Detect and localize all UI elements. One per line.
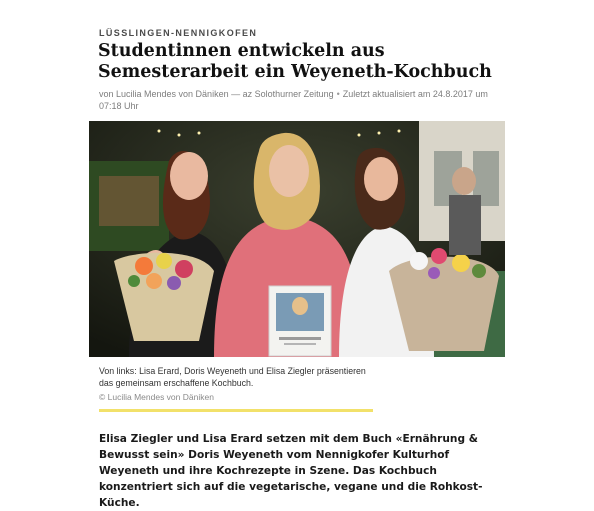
photo-bouquet-right	[389, 248, 499, 351]
meta-separator: •	[336, 89, 340, 99]
article-photo[interactable]	[89, 121, 505, 357]
article-updated: Zuletzt aktualisiert am 24.8.2017 um 07:18 Uhr	[99, 89, 488, 111]
photo-cookbook	[269, 286, 331, 356]
article-lead: Elisa Ziegler und Lisa Erard setzen mit dem Buch «Ernährung & Bewusst sein» Doris Weyeneth vom Nennigkofer Kulturhof Weyeneth und ihre Kochrezepte in Szene. Das Kochbuch konzentriert sich auf die vegetarische, vegane und die Rohkost-Küche.	[99, 433, 483, 509]
photo-caption: Von links: Lisa Erard, Doris Weyeneth und Elisa Ziegler präsentieren das gemeinsam erschaffene Kochbuch.	[99, 366, 366, 388]
article-kicker: LÜSSLINGEN-NENNIGKOFEN	[99, 28, 258, 38]
article-title: Studentinnen entwickeln aus Semesterarbeit ein Weyeneth-Kochbuch	[98, 41, 492, 82]
article-author[interactable]: von Lucilia Mendes von Däniken — az Solothurner Zeitung	[99, 89, 334, 99]
yellow-divider	[99, 409, 373, 412]
photo-credit: © Lucilia Mendes von Däniken	[99, 392, 214, 402]
photo-fence	[99, 176, 159, 226]
article-meta	[99, 88, 499, 112]
